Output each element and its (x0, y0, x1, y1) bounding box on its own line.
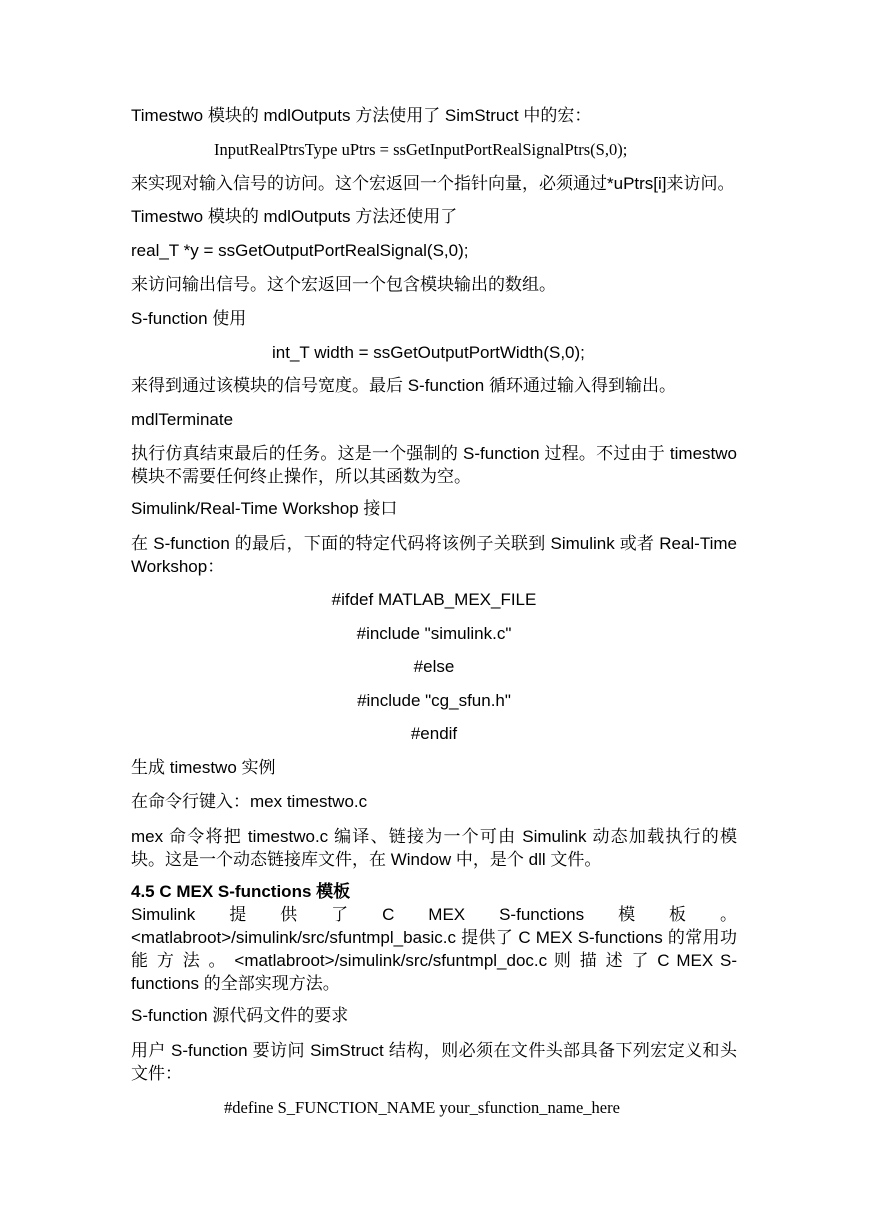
word: Simulink (131, 905, 196, 924)
word: MEX (428, 905, 466, 924)
word: 板 (669, 905, 687, 924)
word: 了 (331, 905, 349, 924)
section-heading: 4.5 C MEX S-functions 模板 (131, 882, 351, 901)
code-line: #endif (410, 724, 458, 743)
word: 提 (229, 905, 247, 924)
text-line: 在命令行键入：mex timestwo.c (131, 792, 368, 811)
text-line: S-function 使用 (131, 309, 247, 328)
paragraph: 在 S-function 的最后，下面的特定代码将该例子关联到 Simulink 或者 Real-Time Workshop： (131, 534, 737, 576)
section-label: mdlTerminate (131, 410, 234, 429)
code-line: #define S_FUNCTION_NAME your_sfunction_name_here (224, 1098, 620, 1117)
text-line: Timestwo 模块的 mdlOutputs 方法使用了 SimStruct 中的宏： (131, 106, 592, 125)
text-line: 来得到通过该模块的信号宽度。最后 S-function 循环通过输入得到输出。 (131, 376, 676, 395)
code-line: #include "simulink.c" (356, 624, 512, 643)
code-line: real_T *y = ssGetOutputPortRealSignal(S,0); (131, 241, 469, 260)
paragraph: 执行仿真结束最后的任务。这是一个强制的 S-function 过程。不过由于 timestwo 模块不需要任何终止操作，所以其函数为空。 (131, 444, 737, 486)
text-line: 来实现对输入信号的访问。这个宏返回一个指针向量，必须通过*uPtrs[i]来访问。 (131, 174, 735, 193)
section-label: 生成 timestwo 实例 (131, 758, 276, 777)
code-line: #ifdef MATLAB_MEX_FILE (331, 590, 537, 609)
word: C (382, 905, 395, 924)
paragraph: mex 命令将把 timestwo.c 编译、链接为一个可由 Simulink 动态加载执行的模块。这是一个动态链接库文件，在 Window 中，是个 dll 文件。 (131, 827, 737, 869)
word: 供 (280, 905, 298, 924)
text-line: Timestwo 模块的 mdlOutputs 方法还使用了 (131, 207, 458, 226)
word: 。 (720, 905, 737, 924)
section-label: S-function 源代码文件的要求 (131, 1006, 349, 1025)
code-line: #else (413, 657, 455, 676)
paragraph: <matlabroot>/simulink/src/sfuntmpl_basic.c 提供了 C MEX S-functions 的常用功 能 方 法 。 <matlabroot>/simulink/src/sfuntmpl_doc.c 则 描 述 了 C MEX S-functions 的全部实现方法。 (131, 928, 737, 993)
paragraph: 用户 S-function 要访问 SimStruct 结构，则必须在文件头部具备下列宏定义和头文件： (131, 1041, 737, 1083)
section-label: Simulink/Real-Time Workshop 接口 (131, 499, 398, 518)
text-line: 来访问输出信号。这个宏返回一个包含模块输出的数组。 (131, 275, 556, 294)
code-line: int_T width = ssGetOutputPortWidth(S,0); (272, 343, 585, 362)
code-line: #include "cg_sfun.h" (357, 691, 511, 710)
spread-line (131, 904, 737, 926)
code-line: InputRealPtrsType uPtrs = ssGetInputPortRealSignalPtrs(S,0); (214, 140, 628, 159)
word: 模 (618, 905, 636, 924)
word: S-functions (499, 905, 585, 924)
